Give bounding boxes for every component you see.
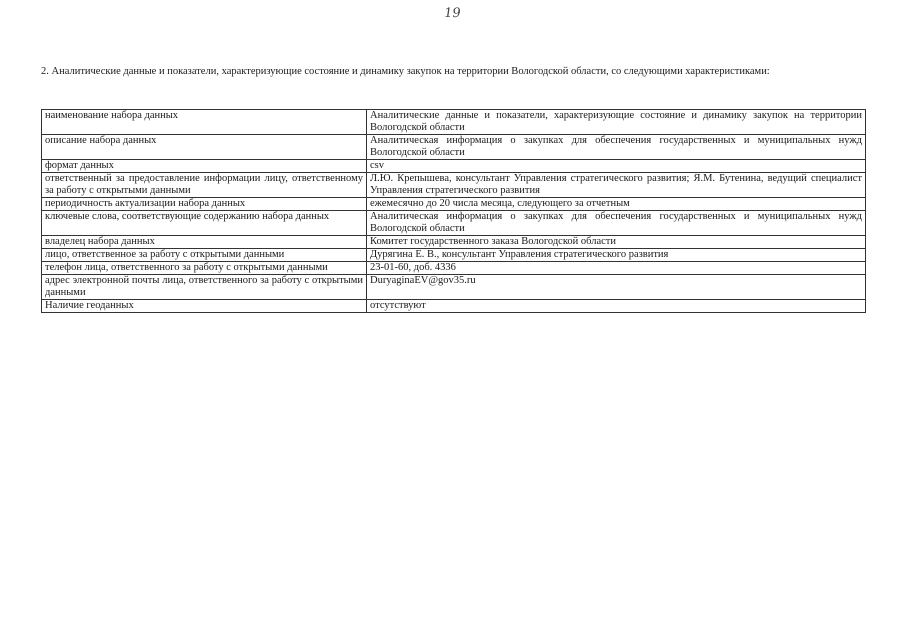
row-label: Наличие геоданных (42, 300, 367, 313)
row-value: 23-01-60, доб. 4336 (367, 262, 866, 275)
row-label: ответственный за предоставление информации лицу, ответственному за работу с открытыми данными (42, 173, 367, 198)
table-row (42, 236, 866, 249)
table-row (42, 300, 866, 313)
row-value: DuryaginaEV@gov35.ru (367, 275, 866, 300)
section-intro: 2. Аналитические данные и показатели, характеризующие состояние и динамику закупок на территории Вологодской области, со следующими характеристиками: (41, 66, 770, 77)
row-label: периодичность актуализации набора данных (42, 198, 367, 211)
row-value: Комитет государственного заказа Вологодской области (367, 236, 866, 249)
table-row (42, 249, 866, 262)
table-row (42, 110, 866, 135)
table-row (42, 262, 866, 275)
row-label: телефон лица, ответственного за работу с открытыми данными (42, 262, 367, 275)
table-row (42, 211, 866, 236)
row-label: описание набора данных (42, 135, 367, 160)
table-row (42, 275, 866, 300)
row-label: формат данных (42, 160, 367, 173)
table-row (42, 135, 866, 160)
row-value: отсутствуют (367, 300, 866, 313)
row-label: наименование набора данных (42, 110, 367, 135)
row-label: лицо, ответственное за работу с открытыми данными (42, 249, 367, 262)
row-value: Дурягина Е. В., консультант Управления стратегического развития (367, 249, 866, 262)
row-value: Аналитические данные и показатели, характеризующие состояние и динамику закупок на территории Вологодской области (367, 110, 866, 135)
row-label: ключевые слова, соответствующие содержанию набора данных (42, 211, 367, 236)
table-row (42, 173, 866, 198)
table-row (42, 198, 866, 211)
row-label: адрес электронной почты лица, ответственного за работу с открытыми данными (42, 275, 367, 300)
page-number: 19 (442, 6, 462, 21)
row-value: Л.Ю. Крепышева, консультант Управления стратегического развития; Я.М. Бутенина, ведущий специалист Управления стратегического развития (367, 173, 866, 198)
row-value: ежемесячно до 20 числа месяца, следующего за отчетным (367, 198, 866, 211)
row-value: Аналитическая информация о закупках для обеспечения государственных и муниципальных нужд Вологодской области (367, 135, 866, 160)
dataset-table (41, 109, 866, 313)
row-value: csv (367, 160, 866, 173)
row-value: Аналитическая информация о закупках для обеспечения государственных и муниципальных нужд Вологодской области (367, 211, 866, 236)
table-row (42, 160, 866, 173)
row-label: владелец набора данных (42, 236, 367, 249)
